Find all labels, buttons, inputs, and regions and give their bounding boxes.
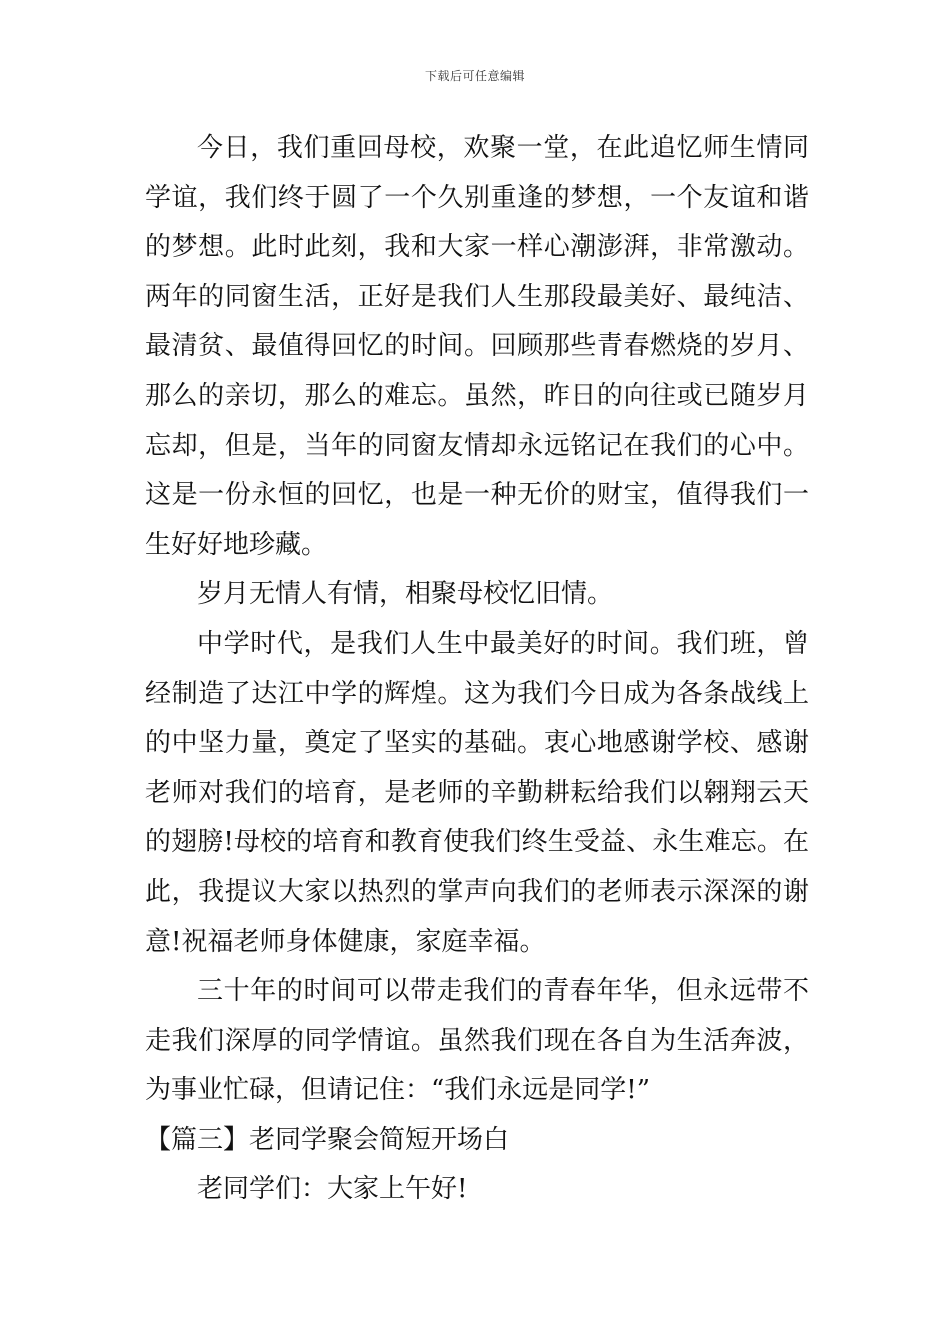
document-body [145,124,809,1215]
paragraph-greeting: 老同学们：大家上午好! [197,1174,468,1205]
paragraph-reunion-intro: 今日，我们重回母校，欢聚一堂，在此追忆师生情同学谊，我们终于圆了一个久别重逢的梦想，一个友谊和谐的梦想。此时此刻，我和大家一样心潮澎湃，非常激动。两年的同窗生活，正好是我们人生那段最美好、最纯洁、最清贫、最值得回忆的时间。回顾那些青春燃烧的岁月、那么的亲切，那么的难忘。虽然，昨日的向往或已随岁月忘却，但是，当年的同窗友情却永远铭记在我们的心中。这是一份永恒的回忆，也是一种无价的财宝，值得我们一生好好地珍藏。 [145,133,809,560]
paragraph-classmates-forever: 三十年的时间可以带走我们的青春年华，但永远带不走我们深厚的同学情谊。虽然我们现在各自为生活奔波，为事业忙碌，但请记住：“我们永远是同学!” [145,976,809,1106]
paragraph-years-feeling: 岁月无情人有情，相聚母校忆旧情。 [197,579,614,610]
paragraph-school-thanks: 中学时代，是我们人生中最美好的时间。我们班，曾经制造了达江中学的辉煌。这为我们今日成为各条战线上的中坚力量，奠定了坚实的基础。衷心地感谢学校、感谢老师对我们的培育，是老师的辛勤耕耘给我们以翱翔云天的翅膀!母校的培育和教育使我们终生受益、永生难忘。在此，我提议大家以热烈的掌声向我们的老师表示深深的谢意!祝福老师身体健康，家庭幸福。 [145,628,809,957]
section-heading: 【篇三】老同学聚会简短开场白 [145,1124,510,1155]
page-header-note: 下载后可任意编辑 [424,69,525,83]
